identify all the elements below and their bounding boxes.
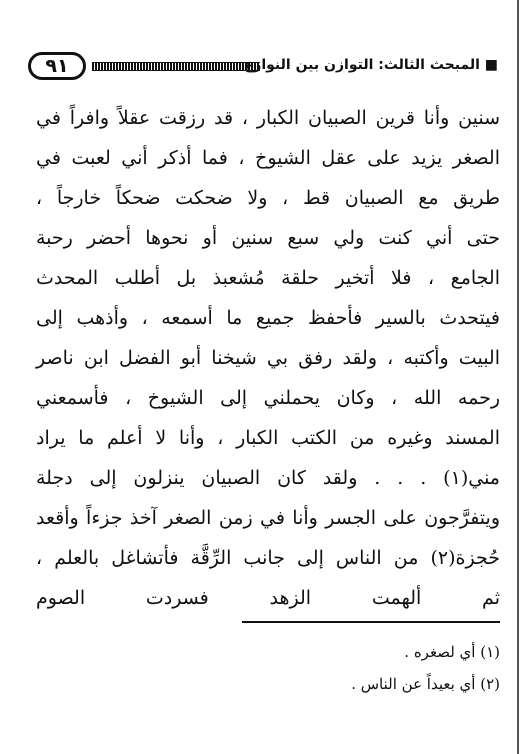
text-line: سنين وأنا قرين الصبيان الكبار ، قد رزقت عقلاً وافراً في — [36, 107, 500, 129]
main-text — [36, 98, 500, 618]
page-header — [28, 50, 498, 86]
text-line: ثم ألهمت الزهد فسردت الصوم — [36, 587, 500, 609]
page-number: ٩١ — [28, 52, 86, 80]
footnote: (٢) أي بعيداً عن الناس . — [351, 675, 500, 693]
text-line: حُجزة(٢) من الناس إلى جانب الرِّقَّة فأتشاغل بالعلم ، — [36, 547, 500, 569]
text-line: حتى أني كنت ولي سبع سنين أو نحوها أحضر رحبة — [36, 227, 500, 249]
text-line: الصغر يزيد على عقل الشيوخ ، فما أذكر أني لعبت في — [36, 147, 500, 169]
text-line: البيت وأكتبه ، ولقد رفق بي شيخنا أبو الفضل ابن ناصر — [36, 347, 500, 369]
text-line: مني(١) . . . ولقد كان الصبيان ينزلون إلى دجلة — [36, 467, 500, 489]
footnotes — [240, 636, 500, 700]
text-line: ويتفرَّجون على الجسر وأنا في زمن الصغر آخذ جزءاً وأقعد — [36, 507, 500, 529]
page-edge-line — [517, 0, 519, 754]
text-line: فيتحدث بالسير فأحفظ جميع ما أسمعه ، وأذهب إلى — [36, 307, 500, 329]
text-line: الجامع ، فلا أتخير حلقة مُشعبذ بل أطلب المحدث — [36, 267, 500, 289]
text-line: المسند وغيره من الكتب الكبار ، وأنا لا أعلم ما يراد — [36, 427, 500, 449]
footnote: (١) أي لصغره . — [404, 643, 500, 661]
header-decorative-rule — [92, 62, 260, 71]
text-line: طريق مع الصبيان قط ، ولا ضحكت ضحكاً خارجاً ، — [36, 187, 500, 209]
footnote-separator — [242, 621, 500, 623]
text-line: رحمه الله ، وكان يحملني إلى الشيوخ ، فأسمعني — [36, 387, 500, 409]
running-header-title: ■ المبحث الثالث: التوازن بين النوازع — [243, 57, 498, 73]
